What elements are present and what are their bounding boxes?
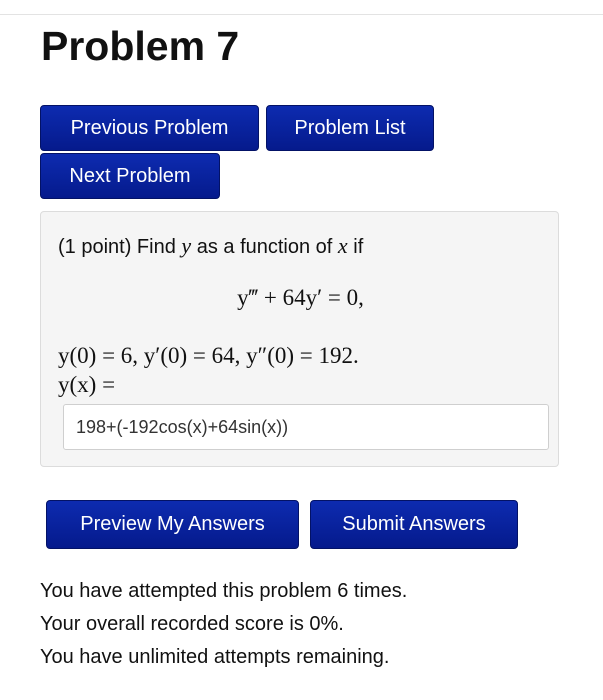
problem-panel [40,211,559,467]
differential-equation: y‴ + 64y′ = 0, [237,285,364,310]
prompt-middle: as a function of [191,236,338,258]
submit-answers-button[interactable]: Submit Answers [310,500,518,549]
answer-input[interactable] [63,404,549,450]
prompt-variable-y: y [181,233,192,258]
prompt-variable-x: x [337,233,348,258]
initial-conditions: y(0) = 6, y′(0) = 64, y″(0) = 192. [58,343,359,368]
top-divider [0,14,603,15]
score-text: Your overall recorded score is 0%. [40,613,344,635]
attempts-text: You have attempted this problem 6 times. [40,580,408,602]
previous-problem-button[interactable]: Previous Problem [40,105,259,151]
prompt-suffix: if [347,236,364,258]
problem-prompt [58,233,363,260]
next-problem-button[interactable]: Next Problem [40,153,220,199]
page-title: Problem 7 [41,23,240,69]
preview-answers-button[interactable]: Preview My Answers [46,500,299,549]
remaining-text: You have unlimited attempts remaining. [40,646,390,668]
prompt-prefix: (1 point) Find [58,236,182,258]
problem-list-button[interactable]: Problem List [266,105,434,151]
answer-label: y(x) = [58,372,116,397]
attempt-status [40,575,407,674]
